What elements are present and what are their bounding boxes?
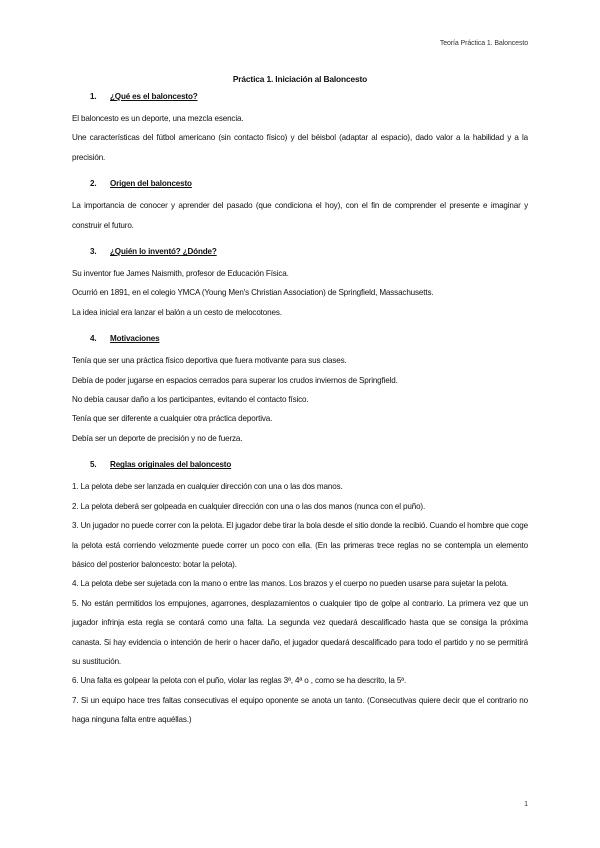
section-heading — [72, 458, 528, 477]
section-reglas — [72, 458, 528, 729]
section-que-es — [72, 90, 528, 167]
section-number: 4. — [90, 334, 97, 344]
paragraph: Tenía que ser diferente a cualquier otra práctica deportiva. — [72, 414, 273, 424]
page-number: 1 — [524, 801, 528, 808]
document-title: Práctica 1. Iniciación al Baloncesto — [232, 74, 368, 84]
section-heading — [72, 332, 528, 351]
rule-item: 7. Si un equipo hace tres faltas consecutivas el equipo oponente se anota un tanto. (Consecutivas quiere decir que el contrario no haga ninguna falta entre aquéllas.) — [72, 695, 528, 725]
section-number: 2. — [90, 179, 97, 189]
paragraph: Une características del fútbol americano (sin contacto físico) y del béisbol (adaptar al espacio), dado valor a la habilidad y a la precisión. — [72, 133, 528, 162]
document-body — [72, 73, 528, 730]
section-heading — [72, 245, 528, 264]
section-title: Reglas originales del baloncesto — [110, 460, 232, 470]
rule-item: 3. Un jugador no puede correr con la pelota. El jugador debe tirar la bola desde el sitio donde la recibió. Cuando el hombre que coge la pelota está corriendo velozmente puede correr un poco con ella. (En las primeras trece reglas no se contempla un elemento básico del posterior baloncesto: botar la pelota). — [72, 521, 528, 569]
paragraph: Ocurrió en 1891, en el colegio YMCA (Young Men's Christian Association) de Springfield, Massachusetts. — [72, 288, 434, 298]
paragraph: Tenía que ser una práctica físico deportiva que fuera motivante para sus clases. — [72, 356, 347, 366]
paragraph: Debía de poder jugarse en espacios cerrados para superar los crudos inviernos de Springfield. — [72, 375, 398, 385]
section-heading — [72, 90, 528, 109]
paragraph: La importancia de conocer y aprender del pasado (que condiciona el hoy), con el fin de comprender el presente e imaginar y construir el futuro. — [72, 201, 528, 230]
paragraph: El baloncesto es un deporte, una mezcla esencia. — [72, 114, 244, 123]
section-title: Origen del baloncesto — [110, 179, 192, 189]
section-number: 3. — [90, 247, 97, 257]
section-motivaciones — [72, 332, 528, 448]
section-number: 5. — [90, 460, 97, 470]
rule-item: 6. Una falta es golpear la pelota con el puño, violar las reglas 3ª, 4ª o , como se ha descrito, la 5ª. — [72, 676, 407, 686]
paragraph: No debía causar daño a los participantes, evitando el contacto físico. — [72, 395, 309, 405]
section-inventor — [72, 245, 528, 322]
rule-item: 2. La pelota deberá ser golpeada en cualquier dirección con una o las dos manos (nunca con el puño). — [72, 501, 426, 511]
section-origen — [72, 177, 528, 235]
paragraph: Debía ser un deporte de precisión y no de fuerza. — [72, 433, 243, 443]
section-number: 1. — [90, 92, 97, 101]
section-title: ¿Qué es el baloncesto? — [110, 92, 198, 101]
rule-item: 5. No están permitidos los empujones, agarrones, desplazamientos o cualquier tipo de golpe al contrario. La primera vez que un jugador infrinja esta regla se contará como una falta. La segunda vez quedará descalificado hasta que se consiga la próxima canasta. Si hay evidencia o intención de herir o hacer daño, el jugador quedará descalificado para todo el partido y no se permitirá su sustitución. — [72, 598, 528, 666]
running-header: Teoría Práctica 1. Baloncesto — [439, 40, 528, 47]
section-heading — [72, 177, 528, 196]
rule-item: 4. La pelota debe ser sujetada con la mano o entre las manos. Los brazos y el cuerpo no pueden usarse para sujetar la pelota. — [72, 579, 509, 589]
section-title: ¿Quién lo inventó? ¿Dónde? — [110, 247, 217, 257]
paragraph: La idea inicial era lanzar el balón a un cesto de melocotones. — [72, 307, 282, 317]
rule-item: 1. La pelota debe ser lanzada en cualquier dirección con una o las dos manos. — [72, 482, 343, 492]
section-title: Motivaciones — [110, 334, 160, 344]
paragraph: Su inventor fue James Naismith, profesor de Educación Física. — [72, 269, 289, 279]
